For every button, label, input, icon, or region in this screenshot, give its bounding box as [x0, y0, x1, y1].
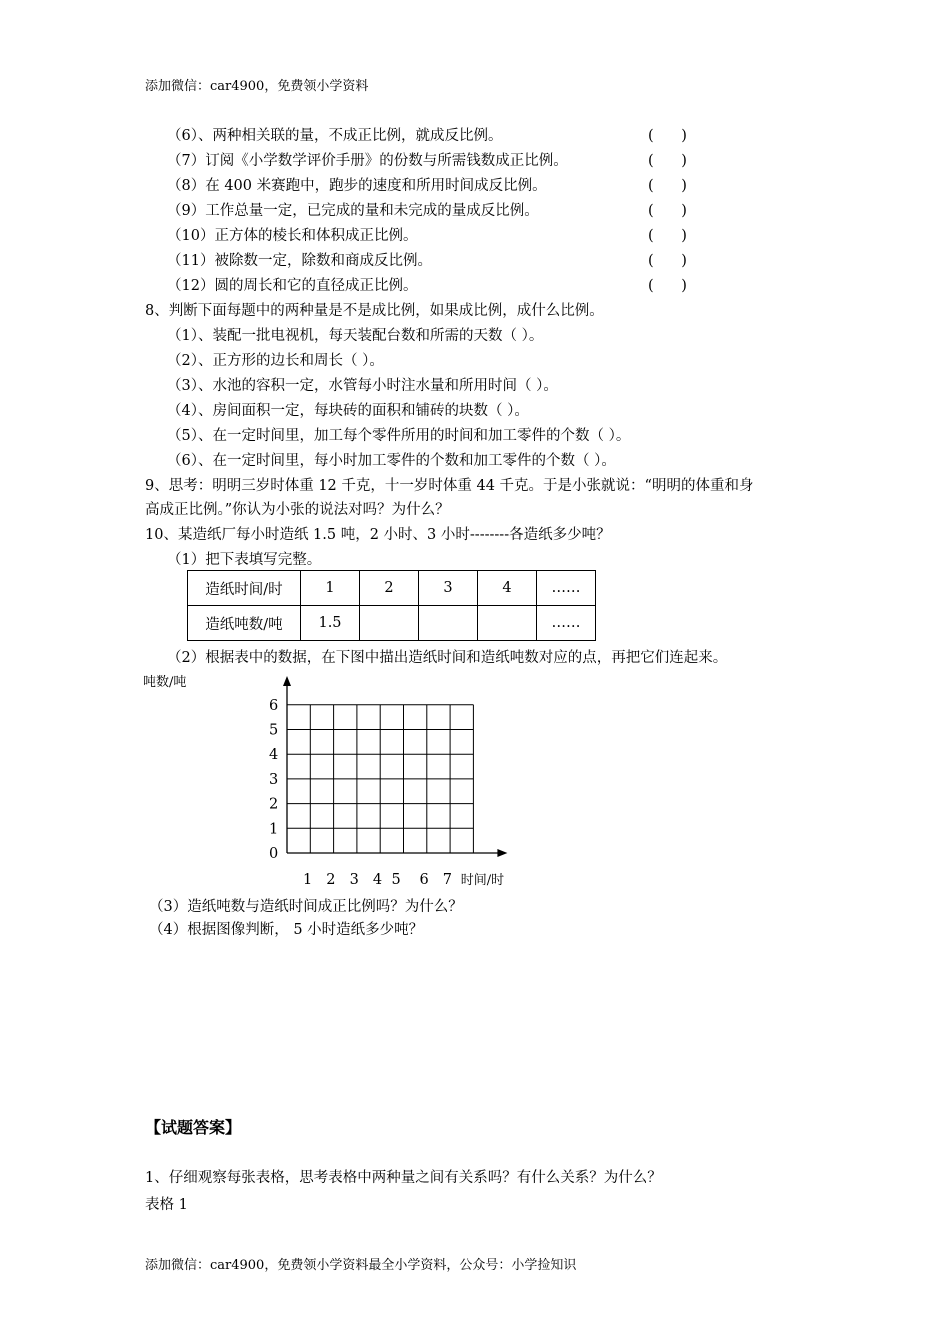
answer-paren[interactable]: ( ) — [648, 153, 687, 169]
judge-item: （8）在 400 米赛跑中，跑步的速度和所用时间成反比例。 — [167, 178, 547, 194]
judge-item: （6）、两种相关联的量，不成正比例，就成反比例。 — [167, 128, 503, 144]
page-footer: 添加微信：car4900，免费领小学资料最全小学资料，公众号：小学捡知识 — [145, 1258, 577, 1273]
table-row — [188, 606, 596, 641]
answer-paren[interactable]: ( ) — [648, 203, 687, 219]
table-cell[interactable] — [478, 606, 537, 641]
judge-item: （11）被除数一定，除数和商成反比例。 — [167, 253, 432, 269]
x-tick-label: 6 — [419, 872, 429, 888]
x-tick-label: 1 — [303, 872, 313, 888]
answers-heading: 【试题答案】 — [145, 1118, 242, 1137]
x-tick-label: 3 — [349, 872, 359, 888]
q8-item: （5）、在一定时间里，加工每个零件所用的时间和加工零件的个数（ ）。 — [167, 428, 631, 444]
judge-item: （10）正方体的棱长和体积成正比例。 — [167, 228, 418, 244]
table-cell[interactable] — [360, 606, 419, 641]
y-axis-label: 吨数/吨 — [143, 675, 187, 690]
fill-table — [187, 570, 596, 641]
table-cell: 造纸吨数/吨 — [188, 606, 301, 641]
q8-item: （4）、房间面积一定，每块砖的面积和铺砖的块数（ ）。 — [167, 403, 529, 419]
table-cell: 造纸时间/时 — [188, 571, 301, 606]
q10-sub3: （3）造纸吨数与造纸时间成正比例吗？为什么？ — [149, 899, 463, 915]
table-cell: 1 — [301, 571, 360, 606]
y-tick-label: 4 — [269, 747, 279, 764]
table-1-label: 表格 1 — [145, 1197, 188, 1213]
judge-item: （12）圆的周长和它的直径成正比例。 — [167, 278, 418, 294]
y-tick-label: 0 — [269, 846, 279, 862]
page-header: 添加微信：car4900，免费领小学资料 — [145, 79, 369, 94]
y-tick-label: 3 — [269, 771, 279, 788]
y-axis-arrow — [283, 676, 291, 686]
answer-paren[interactable]: ( ) — [648, 128, 687, 144]
answer-paren[interactable]: ( ) — [648, 253, 687, 269]
table-cell: 4 — [478, 571, 537, 606]
table-row — [188, 571, 596, 606]
table-cell: …… — [537, 606, 596, 641]
answer-paren[interactable]: ( ) — [648, 278, 687, 294]
x-tick-label: 5 — [391, 872, 401, 888]
x-tick-label: 7 — [442, 872, 453, 888]
y-tick-label: 1 — [269, 821, 279, 838]
table-cell[interactable] — [419, 606, 478, 641]
judge-item: （7）订阅《小学数学评价手册》的份数与所需钱数成正比例。 — [167, 153, 568, 169]
question-9-line1: 9、思考：明明三岁时体重 12 千克，十一岁时体重 44 千克。于是小张就说：“明明的体重和身 — [145, 478, 754, 494]
table-cell: 1.5 — [301, 606, 360, 641]
q8-item: （2）、正方形的边长和周长（ ）。 — [167, 353, 384, 369]
y-tick-label: 5 — [269, 722, 279, 739]
question-9-line2: 高成正比例。”你认为小张的说法对吗？为什么？ — [145, 502, 450, 518]
answer-1: 1、仔细观察每张表格，思考表格中两种量之间有关系吗？有什么关系？为什么？ — [145, 1170, 662, 1186]
x-tick-label: 4 — [372, 872, 383, 888]
coordinate-grid-chart[interactable] — [140, 670, 540, 895]
table-cell: 2 — [360, 571, 419, 606]
answer-paren[interactable]: ( ) — [648, 228, 687, 244]
q10-sub2: （2）根据表中的数据，在下图中描出造纸时间和造纸吨数对应的点，再把它们连起来。 — [167, 650, 728, 666]
x-axis-label: 时间/时 — [460, 873, 505, 888]
q8-item: （3）、水池的容积一定，水管每小时注水量和所用时间（ ）。 — [167, 378, 558, 394]
table-cell: …… — [537, 571, 596, 606]
q8-item: （6）、在一定时间里，每小时加工零件的个数和加工零件的个数（ ）。 — [167, 453, 616, 469]
question-8-title: 8、判断下面每题中的两种量是不是成比例，如果成比例，成什么比例。 — [145, 303, 604, 319]
x-axis-arrow — [497, 849, 507, 857]
x-tick-label: 2 — [326, 872, 336, 888]
y-tick-label: 2 — [269, 796, 279, 813]
q8-item: （1）、装配一批电视机，每天装配台数和所需的天数（ ）。 — [167, 328, 544, 344]
question-10-title: 10、某造纸厂每小时造纸 1.5 吨，2 小时、3 小时--------各造纸多少吨？ — [145, 527, 611, 543]
q10-sub4: （4）根据图像判断， 5 小时造纸多少吨？ — [149, 922, 424, 938]
q10-sub1: （1）把下表填写完整。 — [167, 552, 322, 568]
judge-item: （9）工作总量一定，已完成的量和未完成的量成反比例。 — [167, 203, 539, 219]
answer-paren[interactable]: ( ) — [648, 178, 687, 194]
y-tick-label: 6 — [269, 697, 279, 714]
table-cell: 3 — [419, 571, 478, 606]
